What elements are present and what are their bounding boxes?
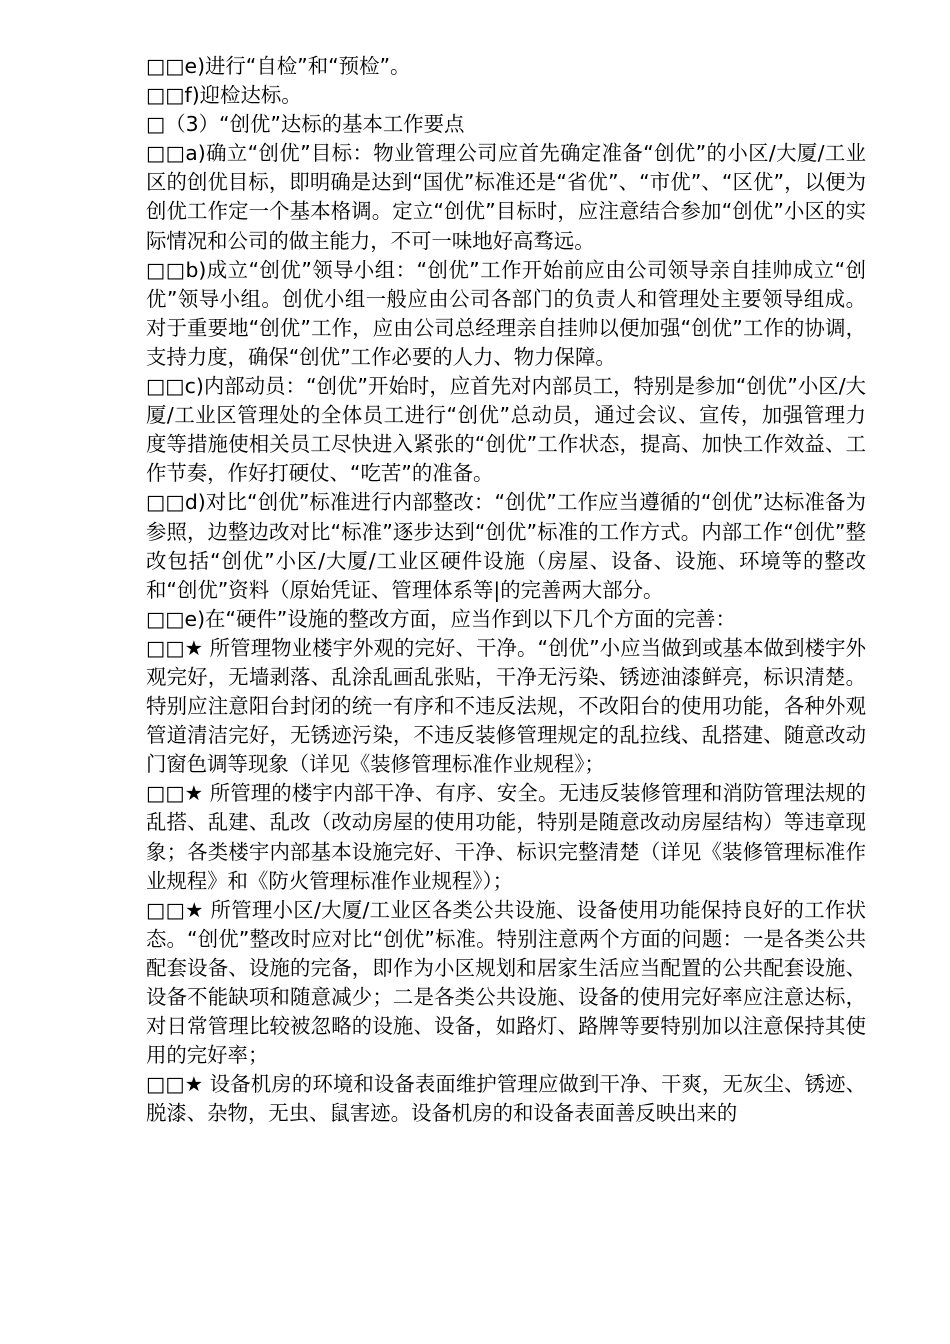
bullet-public-facilities: □□★ 所管理小区/大厦/工业区各类公共设施、设备使用功能保持良好的工作状态。“创优”整改时应对比“创优”标准。特别注意两个方面的问题：一是各类公共配套设备、设施的完备，即作为小区规划和居家生活应当配置的公共配套设施、设备不能缺项和随意减少；二是各类公共设施、设备的使用完好率应注意达标，对日常管理比较被忽略的设施、设备，如路灯、路牌等要特别加以注意保持其使用的完好率； <box>146 897 866 1068</box>
paragraph-step-f-meet-standard: □□f)迎检达标。 <box>146 83 302 108</box>
bullet-interior-condition: □□★ 所管理的楼宇内部干净、有序、安全。无违反装修管理和消防管理法规的乱搭、乱建、乱改（改动房屋的使用功能，特别是随意改动房屋结构）等违章现象；各类楼宇内部基本设施完好、干净、标识完整清楚（详见《装修管理标准作业规程》和《防火管理标准作业规程》）； <box>146 781 866 893</box>
paragraph-step-e-inspection: □□e)进行“自检”和“预检”。 <box>146 54 411 78</box>
paragraph-b-leadership-group: □□b)成立“创优”领导小组：“创优”工作开始前应由公司领导亲自挂帅成立“创优”领导小组。创优小组一般应由公司各部门的负责人和管理处主要领导组成。对于重要地“创优”工作，应由公司总经理亲自挂帅以便加强“创优”工作的协调，支持力度，确保“创优”工作必要的人力、物力保障。 <box>146 257 866 369</box>
paragraph-a-set-goal: □□a)确立“创优”目标：物业管理公司应首先确定准备“创优”的小区/大厦/工业区的创优目标，即明确是达到“国优”标准还是“省优”、“市优”、“区优”，以便为创优工作定一个基本格调。定立“创优”目标时，应注意结合参加“创优”小区的实际情况和公司的做主能力，不可一味地好高骛远。 <box>146 141 866 253</box>
bullet-equipment-room: □□★ 设备机房的环境和设备表面维护管理应做到干净、干爽，无灰尘、锈迹、脱漆、杂物，无虫、鼠害迹。设备机房的和设备表面善反映出来的 <box>146 1072 866 1126</box>
paragraph-d-internal-rectification: □□d)对比“创优”标准进行内部整改：“创优”工作应当遵循的“创优”达标准备为参照，边整边改对比“标准”逐步达到“创优”标准的工作方式。内部工作“创优”整改包括“创优”小区/大厦/工业区硬件设施（房屋、设备、设施、环境等的整改和“创优”资料（原始凭证、管理体系等|的完善两大部分。 <box>146 490 866 602</box>
bullet-exterior-condition: □□★ 所管理物业楼宇外观的完好、干净。“创优”小应当做到或基本做到楼宇外观完好，无墙剥落、乱涂乱画乱张贴，干净无污染、锈迹油漆鲜亮，标识清楚。特别应注意阳台封闭的统一有序和不违反法规，不改阳台的使用功能，各种外观管道清洁完好，无锈迹污染，不违反装修管理规定的乱拉线、乱搭建、随意改动门窗色调等现象（详见《装修管理标准作业规程》； <box>146 635 866 777</box>
document-page <box>146 52 866 1128</box>
paragraph-e-hardware-rectification: □□e)在“硬件”设施的整改方面，应当作到以下几个方面的完善： <box>146 606 736 631</box>
paragraph-c-internal-mobilization: □□c)内部动员：“创优”开始时，应首先对内部员工，特别是参加“创优”小区/大厦/工业区管理处的全体员工进行“创优”总动员，通过会议、宣传，加强管理力度等措施使相关员工尽快进入紧张的“创优”工作状态，提高、加快工作效益、工作节奏，作好打硬仗、“吃苦”的准备。 <box>146 374 866 486</box>
section-heading-key-points: □（3）“创优”达标的基本工作要点 <box>146 112 465 137</box>
